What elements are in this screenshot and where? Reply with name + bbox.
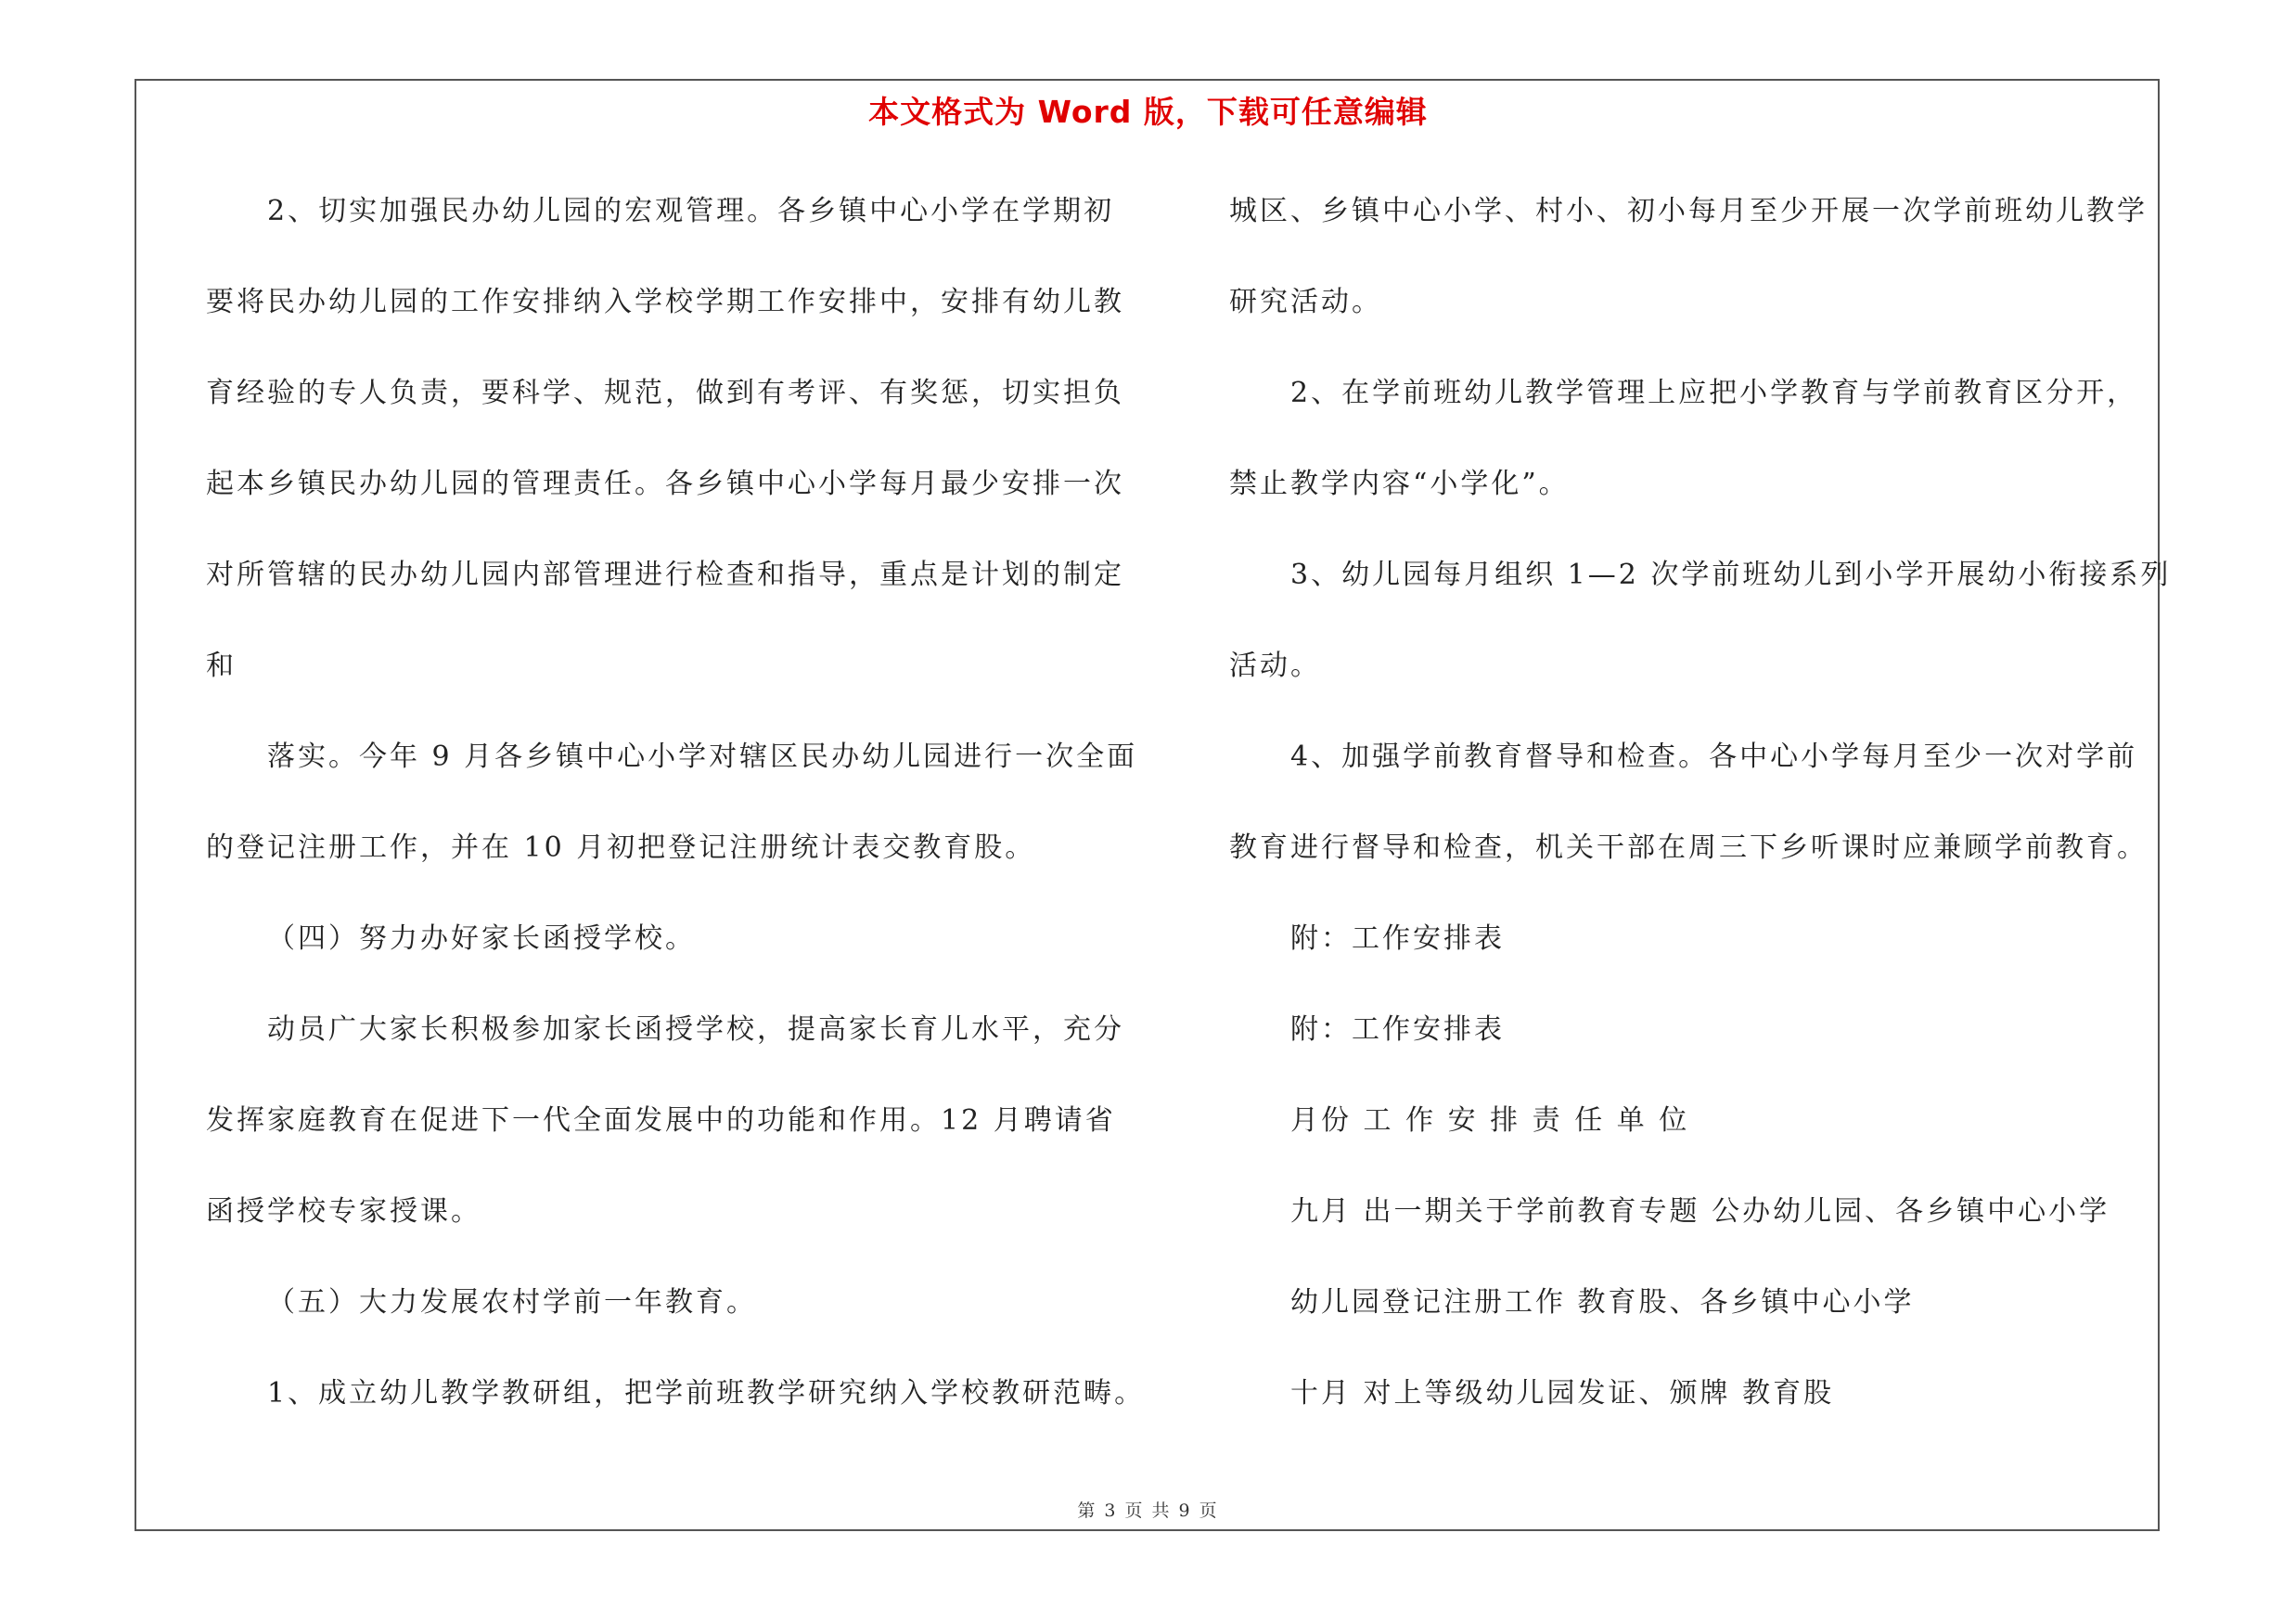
- paragraph-line: 2、切实加强民办幼儿园的宏观管理。各乡镇中心小学在学期初: [267, 195, 1115, 227]
- paragraph-line: 4、加强学前教育督导和检查。各中心小学每月至少一次对学前: [1290, 741, 2138, 773]
- paragraph-line: 对所管辖的民办幼儿园内部管理进行检查和指导，重点是计划的制定: [206, 559, 1124, 591]
- paragraph-line: 1、成立幼儿教学教研组，把学前班教学研究纳入学校教研范畴。: [267, 1377, 1146, 1410]
- footer-total-pages: 9: [1178, 1501, 1192, 1521]
- paragraph-line: 禁止教学内容“小学化”。: [1229, 468, 1570, 500]
- paragraph-line: 2、在学前班幼儿教学管理上应把小学教育与学前教育区分开，: [1290, 377, 2138, 409]
- left-text-column: [206, 186, 1152, 1459]
- page-number-footer: [0, 1497, 2296, 1522]
- paragraph-line: 动员广大家长积极参加家长函授学校，提高家长育儿水平，充分: [267, 1013, 1124, 1046]
- paragraph-line: 函授学校专家授课。: [206, 1195, 481, 1228]
- paragraph-line: 育经验的专人负责，要科学、规范，做到有考评、有奖惩，切实担负: [206, 377, 1124, 409]
- section-heading-line: （四）努力办好家长函授学校。: [267, 922, 696, 955]
- schedule-row: 幼儿园登记注册工作 教育股、各乡镇中心小学: [1290, 1286, 1915, 1319]
- schedule-row: 九月 出一期关于学前教育专题 公办幼儿园、各乡镇中心小学: [1290, 1195, 2110, 1228]
- footer-current-page: 3: [1104, 1501, 1118, 1521]
- appendix-label: 附：工作安排表: [1290, 1013, 1505, 1046]
- right-text-column: [1229, 186, 2172, 1459]
- paragraph-line: 教育进行督导和检查，机关干部在周三下乡听课时应兼顾学前教育。: [1229, 831, 2148, 864]
- schedule-header-row: 月份 工 作 安 排 责 任 单 位: [1290, 1104, 1690, 1137]
- paragraph-line: 的登记注册工作，并在 10 月初把登记注册统计表交教育股。: [206, 831, 1036, 864]
- schedule-row: 十月 对上等级幼儿园发证、颁牌 教育股: [1290, 1377, 1835, 1410]
- footer-suffix: 页: [1199, 1501, 1219, 1521]
- editable-word-banner: 本文格式为 Word 版，下载可任意编辑: [868, 94, 1428, 130]
- paragraph-line: 发挥家庭教育在促进下一代全面发展中的功能和作用。12 月聘请省: [206, 1104, 1116, 1137]
- section-heading-line: （五）大力发展农村学前一年教育。: [267, 1286, 757, 1319]
- paragraph-line: 研究活动。: [1229, 286, 1382, 318]
- paragraph-line: 起本乡镇民办幼儿园的管理责任。各乡镇中心小学每月最少安排一次: [206, 468, 1124, 500]
- paragraph-line: 3、幼儿园每月组织 1—2 次学前班幼儿到小学开展幼小衔接系列: [1290, 559, 2172, 591]
- paragraph-line: 要将民办幼儿园的工作安排纳入学校学期工作安排中，安排有幼儿教: [206, 286, 1124, 318]
- paragraph-line: 活动。: [1229, 650, 1321, 682]
- paragraph-line: 城区、乡镇中心小学、村小、初小每月至少开展一次学前班幼儿教学: [1229, 195, 2148, 227]
- appendix-label: 附：工作安排表: [1290, 922, 1505, 955]
- footer-middle: 页 共: [1124, 1501, 1172, 1521]
- paragraph-line: 和: [206, 650, 237, 682]
- paragraph-line: 落实。今年 9 月各乡镇中心小学对辖区民办幼儿园进行一次全面: [267, 741, 1138, 773]
- footer-prefix: 第: [1077, 1501, 1097, 1521]
